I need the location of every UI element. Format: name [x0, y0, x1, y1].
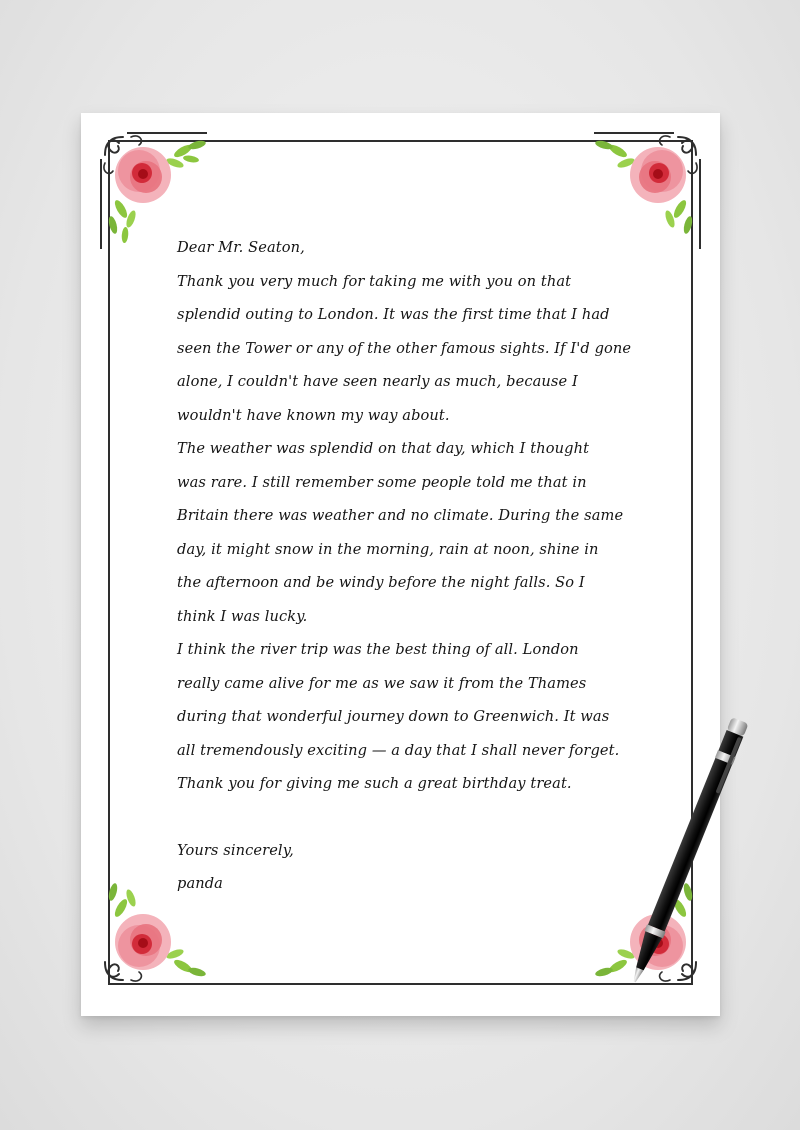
- letter-line: alone, I couldn't have seen nearly as much, because I: [177, 373, 578, 390]
- letter-line: Thank you very much for taking me with you on that: [177, 272, 572, 290]
- letter-greeting: Dear Mr. Seaton,: [177, 239, 305, 256]
- letter-line: during that wonderful journey down to Greenwich. It was: [177, 708, 610, 725]
- letter-line: the afternoon and be windy before the night falls. So I: [177, 574, 585, 591]
- letter-closing: Yours sincerely,: [177, 841, 294, 859]
- letter-line: The weather was splendid on that day, which I thought: [177, 440, 590, 457]
- letter-line: all tremendously exciting — a day that I shall never forget.: [177, 741, 620, 759]
- letter-paper: [81, 113, 720, 1016]
- letter-line: splendid outing to London. It was the first time that I had: [177, 306, 610, 323]
- letter-line: think I was lucky.: [177, 607, 308, 625]
- letter-body: [177, 231, 657, 901]
- letter-line: day, it might snow in the morning, rain at noon, shine in: [177, 540, 599, 558]
- letter-line: really came alive for me as we saw it from the Thames: [177, 674, 587, 692]
- letter-signature: panda: [177, 875, 223, 892]
- letter-line: Britain there was weather and no climate. During the same: [177, 507, 624, 524]
- letter-line: I think the river trip was the best thing of all. London: [177, 641, 579, 658]
- paragraph-gap: [177, 801, 657, 834]
- letter-line: wouldn't have known my way about.: [177, 406, 450, 424]
- letter-line: was rare. I still remember some people told me that in: [177, 473, 587, 491]
- letter-line: Thank you for giving me such a great birthday treat.: [177, 775, 572, 792]
- letter-line: seen the Tower or any of the other famous sights. If I'd gone: [177, 339, 632, 357]
